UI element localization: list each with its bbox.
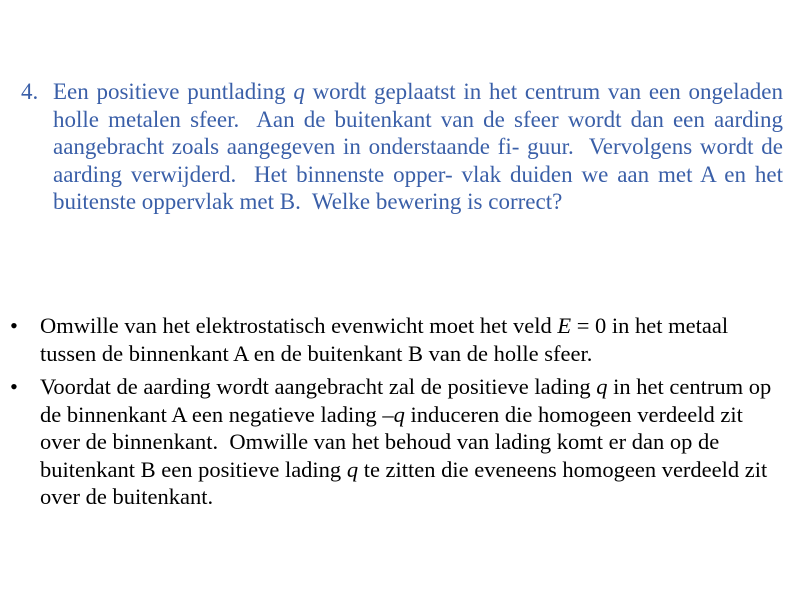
question-block <box>21 78 791 216</box>
bullet-symbol-q: q <box>596 374 608 399</box>
bullet-symbol-q: q <box>393 401 405 427</box>
bullet-symbol-q: q <box>346 456 359 482</box>
bullet-segment: Voordat de aarding wordt aangebracht zal de positieve lading <box>40 374 597 399</box>
bullet-item-field <box>8 312 788 367</box>
bullet-text <box>40 373 785 511</box>
bullet-segment: induceren die homogeen verdeeld zit over de binnenkant. Omwille van het behoud van lading komt er dan op de buitenkant B een positieve lading <box>40 401 749 482</box>
question-segment: wordt geplaatst in het centrum van een ongeladen holle metalen sfeer. Aan de buitenkant van de sfeer wordt dan een aarding aangebracht zoals aangegeven in onderstaande fi- guur. Vervolgens wordt de aarding verwijderd. Het binnenste opper- vlak duiden we aan met A en het buitenste oppervlak met B. Welke bewering is correct? <box>53 79 789 214</box>
bullet-segment: in het centrum op de binnenkant A een negatieve lading – <box>40 374 777 427</box>
bullet-segment: = 0 in het metaal tussen de binnenkant A en de buitenkant B van de holle sfeer. <box>40 313 734 366</box>
question-number: 4. <box>21 79 39 104</box>
bullet-segment: Omwille van het elektrostatisch evenwicht moet het veld <box>40 313 558 338</box>
bullet-list <box>0 312 800 517</box>
question-text <box>53 78 789 216</box>
bullet-symbol-e: E <box>557 313 572 338</box>
bullet-marker: • <box>10 313 18 338</box>
bullet-segment: te zitten die eveneens homogeen verdeeld zit over de buitenkant. <box>40 456 773 509</box>
bullet-item-induction <box>8 373 788 511</box>
bullet-text <box>40 312 785 367</box>
question-segment: Een positieve puntlading <box>53 79 294 104</box>
question-symbol-q: q <box>293 79 305 104</box>
bullet-marker: • <box>10 374 18 399</box>
